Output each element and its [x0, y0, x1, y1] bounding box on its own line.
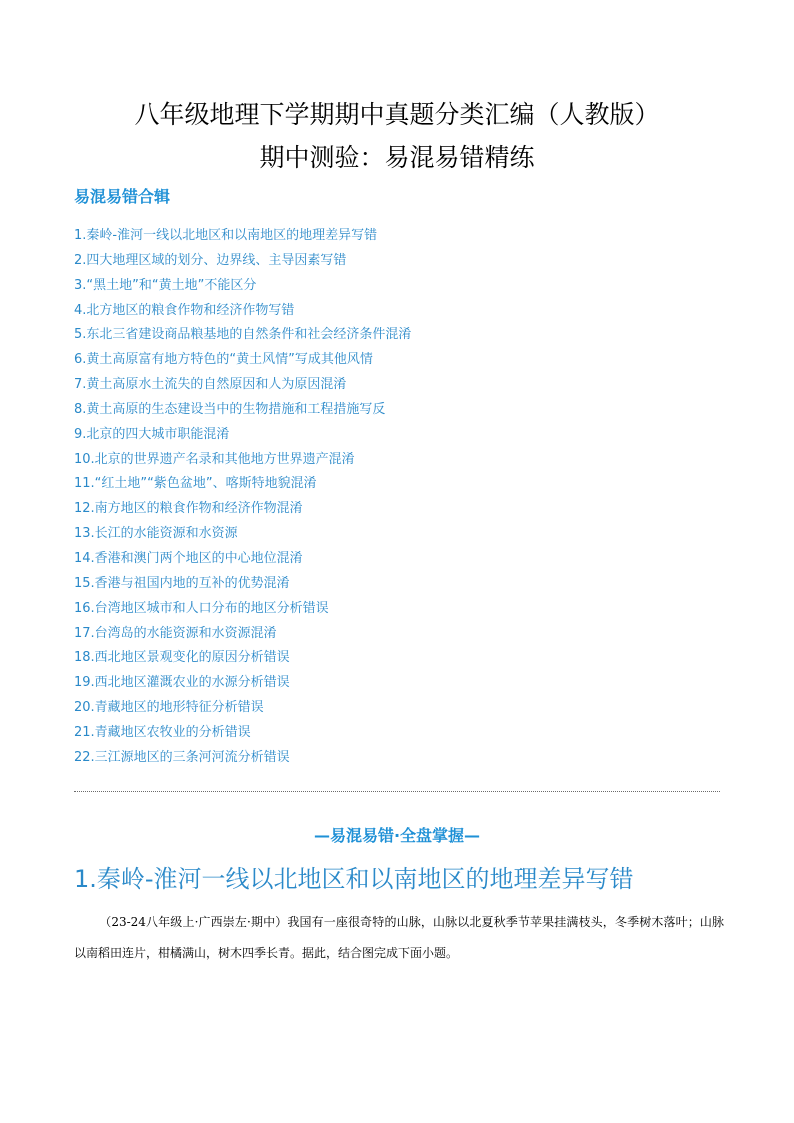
topic-list-item: 9.北京的四大城市职能混淆 [74, 426, 230, 442]
document-title: 八年级地理下学期期中真题分类汇编（人教版） [134, 100, 660, 129]
topic-list-item: 14.香港和澳门两个地区的中心地位混淆 [74, 550, 303, 566]
topic-list-item: 12.南方地区的粮食作物和经济作物混淆 [74, 501, 303, 517]
section-banner: —易混易错·全盘掌握— [313, 826, 481, 845]
topic-list-item: 15.香港与祖国内地的互补的优势混淆 [74, 575, 290, 591]
topic-list-item: 5.东北三省建设商品粮基地的自然条件和社会经济条件混淆 [74, 327, 412, 343]
section-heading: 易混易错合辑 [74, 187, 171, 206]
topic-list-item: 16.台湾地区城市和人口分布的地区分析错误 [74, 600, 329, 616]
topic-list-item: 19.西北地区灌溉农业的水源分析错误 [74, 675, 290, 691]
topic-list-item: 13.长江的水能资源和水资源 [74, 526, 238, 542]
topic-list-item: 3.“黑土地”和“黄土地”不能区分 [74, 277, 257, 293]
topic-list-item: 18.西北地区景观变化的原因分析错误 [74, 650, 290, 666]
dotted-divider [74, 791, 720, 792]
topic-list [74, 226, 411, 773]
topic-list-item: 17.台湾岛的水能资源和水资源混淆 [74, 625, 277, 641]
topic-list-item: 6.黄土高原富有地方特色的“黄土风情”写成其他风情 [74, 352, 373, 368]
topic-list-item: 11.“红土地”“紫色盆地”、喀斯特地貌混淆 [74, 476, 317, 492]
topic-list-item: 4.北方地区的粮食作物和经济作物写错 [74, 302, 295, 318]
topic-list-item: 10.北京的世界遗产名录和其他地方世界遗产混淆 [74, 451, 355, 467]
topic-list-item: 21.青藏地区农牧业的分析错误 [74, 724, 251, 740]
topic-list-item: 2.四大地理区域的划分、边界线、主导因素写错 [74, 252, 347, 268]
topic-list-item: 8.黄土高原的生态建设当中的生物措施和工程措施写反 [74, 401, 386, 417]
question-paragraph: （23-24八年级上·广西崇左·期中）我国有一座很奇特的山脉，山脉以北夏秋季节苹果挂满枝头，冬季树木落叶；山脉以南稻田连片，柑橘满山，树木四季长青。据此，结合图完成下面小题。 [74, 915, 724, 960]
topic-list-item: 7.黄土高原水土流失的自然原因和人为原因混淆 [74, 377, 347, 393]
topic-list-item: 1.秦岭-淮河一线以北地区和以南地区的地理差异写错 [74, 228, 378, 243]
topic-heading: 1.秦岭-淮河一线以北地区和以南地区的地理差异写错 [74, 865, 634, 893]
topic-list-item: 20.青藏地区的地形特征分析错误 [74, 700, 264, 716]
document-subtitle: 期中测验：易混易错精练 [259, 143, 535, 172]
topic-list-item: 22.三江源地区的三条河河流分析错误 [74, 749, 290, 765]
